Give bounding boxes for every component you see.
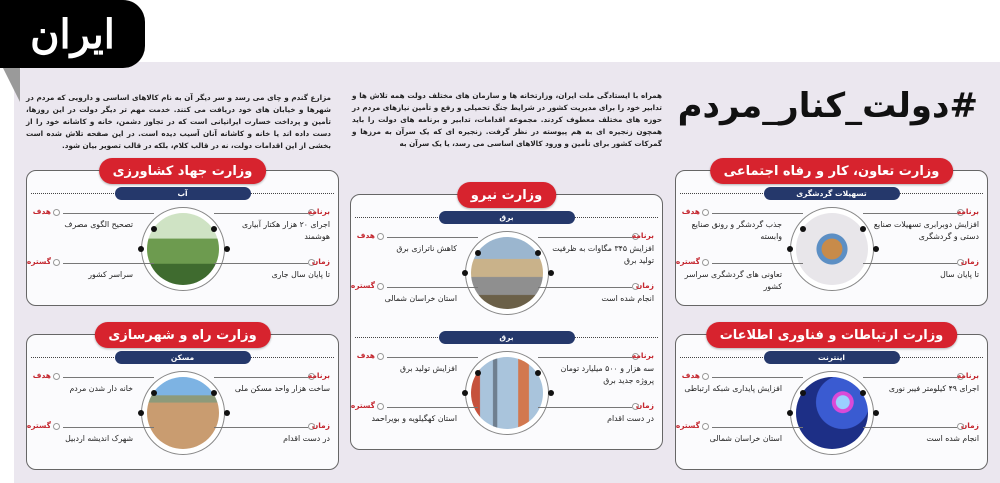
subtopic-badge: تسهیلات گردشگری [764, 187, 900, 200]
value-program: اجرای ۴۹ کیلومتر فیبر نوری [888, 384, 979, 393]
label-program: برنامه [631, 231, 654, 240]
connector-line [63, 377, 154, 378]
connector-line [863, 263, 958, 264]
newspaper-logo: ایران [0, 0, 145, 68]
label-time: زمان [960, 257, 979, 266]
power-plant-chimneys-image [471, 357, 543, 429]
connector-line [63, 213, 154, 214]
connector-line [387, 357, 478, 358]
connector-line [538, 287, 633, 288]
label-goal: هدف [32, 371, 51, 380]
label-goal: هدف [32, 207, 51, 216]
bullet-marker-icon [377, 233, 384, 240]
label-time: زمان [635, 401, 654, 410]
connector-line [712, 213, 803, 214]
label-program: برنامه [631, 351, 654, 360]
ministry-title: وزارت جهاد کشاورزی [99, 158, 267, 184]
label-goal: هدف [681, 207, 700, 216]
label-goal: هدف [681, 371, 700, 380]
connector-dot [462, 270, 468, 276]
connector-line [214, 427, 309, 428]
connector-line [63, 263, 154, 264]
connector-line [538, 357, 633, 358]
program-section [676, 349, 987, 469]
value-goal: خانه دار شدن مردم [69, 384, 133, 393]
connector-dot [860, 226, 866, 232]
bullet-marker-icon [702, 423, 709, 430]
connector-dot [224, 410, 230, 416]
connector-dot [138, 246, 144, 252]
photo-frame [790, 207, 874, 291]
value-time: در دست اقدام [607, 414, 654, 423]
connector-dot [475, 370, 481, 376]
intro-text-right: همراه با ایستادگی ملت ایران، وزارتخانه ها و سازمان های مختلف دولت همه تلاش ها و تدابیر خود را برای مدیریت کشور در شرایط جنگ تحمیلی و رفع و تأمین نیازهای مردم در حوزه های مختلف معطوف کردند. مجموعه اقدامات، تدابیر و برنامه های دولت را باید همچون زنجیره ای به هم پیوسته در نظر گرفت. زنجیره ای که یک سرآن به مرزها و گمرکات کشور برای تأمین و ورود کالاهای اساسی می رسد، یا یک سرآن به [352, 91, 662, 148]
connector-dot [873, 410, 879, 416]
value-program: افزایش دوبرابری تسهیلات صنایع دستی و گردشگری [873, 220, 979, 241]
connector-line [387, 287, 478, 288]
subtopic-badge: برق [439, 211, 575, 224]
value-time: تا پایان سال جاری [271, 270, 330, 279]
value-scope: شهرک اندیشه اردبیل [65, 434, 133, 443]
bullet-marker-icon [53, 373, 60, 380]
label-scope: گستره [350, 281, 375, 290]
ministry-title: وزارت راه و شهرسازی [94, 322, 270, 348]
connector-line [712, 377, 803, 378]
value-program: افزایش ۳۴۵ مگاوات به ظرفیت تولید برق [552, 244, 654, 265]
bullet-marker-icon [377, 283, 384, 290]
ministry-card-energy [350, 187, 663, 450]
bullet-marker-icon [53, 423, 60, 430]
photo-frame [465, 351, 549, 435]
connector-line [63, 427, 154, 428]
value-program: سه هزار و ۵۰۰ میلیارد تومان پروژه جدید برق [560, 364, 654, 385]
value-goal: افزایش پایداری شبکه ارتباطی [684, 384, 782, 393]
value-goal: تصحیح الگوی مصرف [64, 220, 133, 229]
connector-dot [138, 410, 144, 416]
program-section [351, 329, 662, 449]
connector-dot [548, 270, 554, 276]
value-scope: استان خراسان شمالی [384, 294, 457, 303]
connector-dot [535, 250, 541, 256]
page-fold [0, 62, 20, 102]
value-time: تا پایان سال [940, 270, 979, 279]
fiber-optic-cable-image [796, 377, 868, 449]
label-goal: هدف [356, 231, 375, 240]
connector-dot [800, 226, 806, 232]
ministry-title: وزارت تعاون، کار و رفاه اجتماعی [710, 158, 954, 184]
sprinkler-irrigation-image [147, 213, 219, 285]
label-program: برنامه [307, 371, 330, 380]
connector-dot [873, 246, 879, 252]
program-section [27, 185, 338, 305]
housing-complex-image [147, 377, 219, 449]
label-scope: گستره [26, 257, 51, 266]
value-time: انجام شده است [601, 294, 654, 303]
value-goal: کاهش ناترازی برق [396, 244, 457, 253]
bullet-marker-icon [53, 209, 60, 216]
label-program: برنامه [956, 207, 979, 216]
photo-frame [790, 371, 874, 455]
label-scope: گستره [675, 257, 700, 266]
connector-line [214, 213, 309, 214]
connector-dot [475, 250, 481, 256]
photo-frame [141, 207, 225, 291]
iran-map-tourism-image [796, 213, 868, 285]
subtopic-badge: مسکن [115, 351, 251, 364]
ministry-title: وزارت ارتباطات و فناوری اطلاعات [706, 322, 958, 348]
label-time: زمان [311, 257, 330, 266]
program-section [27, 349, 338, 469]
connector-line [712, 263, 803, 264]
connector-line [387, 237, 478, 238]
label-program: برنامه [307, 207, 330, 216]
value-program: اجرای ۲۰ هزار هکتار آبیاری هوشمند [241, 220, 330, 241]
value-time: انجام شده است [926, 434, 979, 443]
connector-dot [211, 390, 217, 396]
connector-line [387, 407, 478, 408]
connector-dot [548, 390, 554, 396]
connector-dot [151, 226, 157, 232]
bullet-marker-icon [53, 259, 60, 266]
ministry-card-roads [26, 327, 339, 470]
connector-dot [535, 370, 541, 376]
connector-line [863, 427, 958, 428]
value-scope: استان کهگیلویه و بویراحمد [371, 414, 457, 423]
ministry-card-ict [675, 327, 988, 470]
program-section [351, 209, 662, 329]
connector-dot [800, 390, 806, 396]
bullet-marker-icon [377, 353, 384, 360]
page-hashtag-title: #دولت_کنار_مردم [677, 86, 978, 126]
ministry-card-agriculture [26, 163, 339, 306]
connector-dot [224, 246, 230, 252]
label-time: زمان [311, 421, 330, 430]
connector-line [863, 213, 958, 214]
connector-line [863, 377, 958, 378]
label-scope: گستره [675, 421, 700, 430]
photo-frame [141, 371, 225, 455]
subtopic-badge: برق [439, 331, 575, 344]
value-time: در دست اقدام [283, 434, 330, 443]
connector-dot [462, 390, 468, 396]
label-time: زمان [960, 421, 979, 430]
power-plant-cooling-towers-image [471, 237, 543, 309]
subtopic-badge: اینترنت [764, 351, 900, 364]
connector-dot [151, 390, 157, 396]
connector-line [538, 407, 633, 408]
program-section [676, 185, 987, 305]
value-scope: تعاونی های گردشگری سراسر کشور [684, 270, 782, 291]
bullet-marker-icon [702, 373, 709, 380]
label-goal: هدف [356, 351, 375, 360]
connector-dot [787, 410, 793, 416]
bullet-marker-icon [377, 403, 384, 410]
label-scope: گستره [350, 401, 375, 410]
label-scope: گستره [26, 421, 51, 430]
connector-dot [860, 390, 866, 396]
ministry-title: وزارت نیرو [457, 182, 556, 208]
photo-frame [465, 231, 549, 315]
connector-line [214, 377, 309, 378]
value-program: ساخت هزار واحد مسکن ملی [234, 384, 330, 393]
connector-dot [787, 246, 793, 252]
value-goal: جذب گردشگر و رونق صنایع وابسته [691, 220, 782, 241]
label-program: برنامه [956, 371, 979, 380]
connector-line [538, 237, 633, 238]
ministry-card-cooperatives [675, 163, 988, 306]
value-goal: افزایش تولید برق [400, 364, 457, 373]
connector-line [712, 427, 803, 428]
bullet-marker-icon [702, 209, 709, 216]
label-time: زمان [635, 281, 654, 290]
connector-line [214, 263, 309, 264]
intro-text-left: مزارع گندم و چای می رسد و سر دیگر آن به نام کالاهای اساسی و دارویی که مردم در شهرها و خیابان های خود دریافت می کنند. خدمت مهم تر دیگر دولت در این روزها، تأمین و پرداخت خسارت ایرانیانی است که در تجاوز دشمن، خانه و کاشانه خود را از دست داده اند یا خانه و کاشانه آنان آسیب دیده است. در این صفحه تلاش شده است بخشی از این اقدامات دولت، نه در قالب کلام، بلکه در قالب تصویر بیان شود. [26, 93, 331, 150]
connector-dot [211, 226, 217, 232]
value-scope: استان خراسان شمالی [709, 434, 782, 443]
value-scope: سراسر کشور [88, 270, 133, 279]
subtopic-badge: آب [115, 187, 251, 200]
bullet-marker-icon [702, 259, 709, 266]
